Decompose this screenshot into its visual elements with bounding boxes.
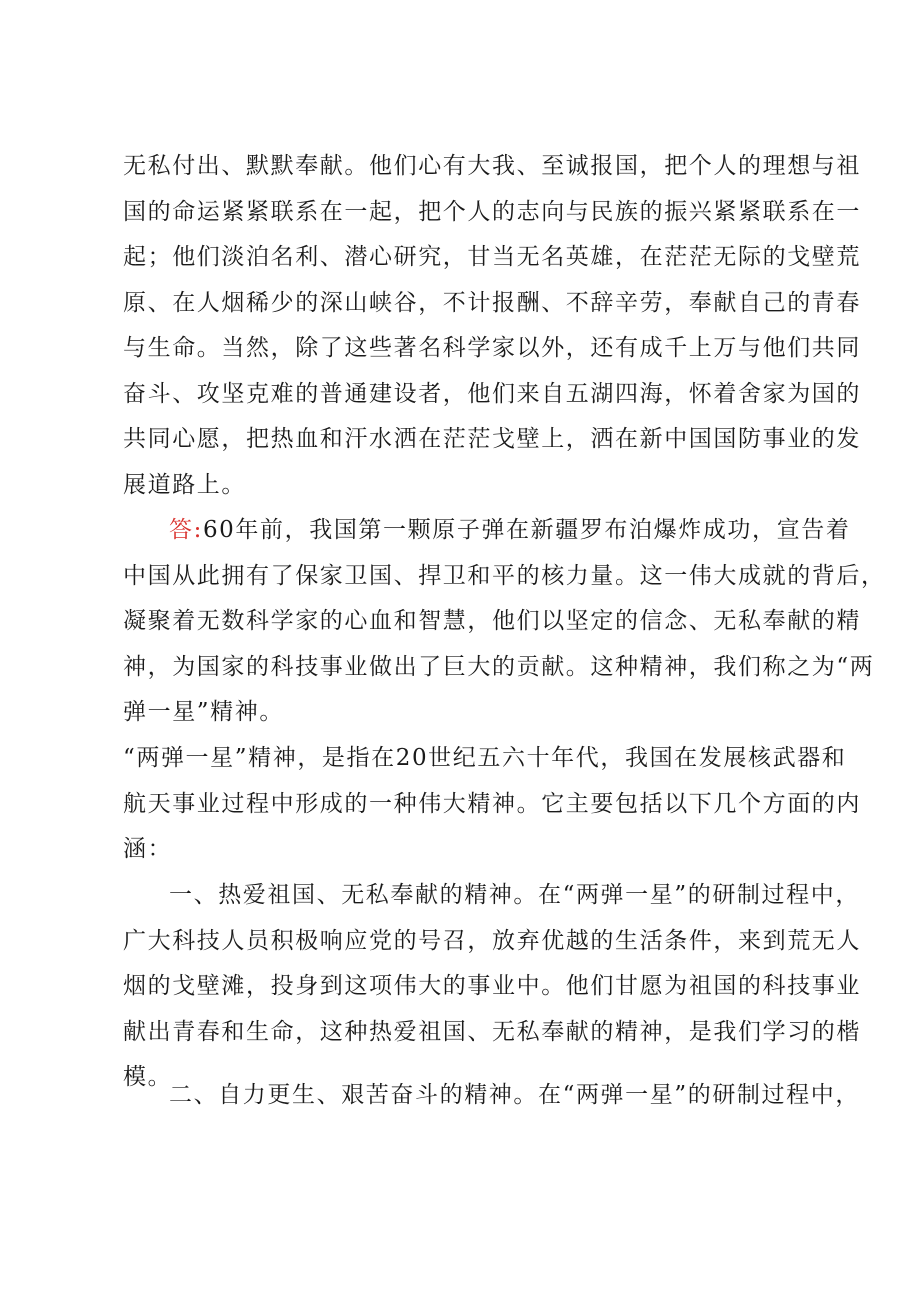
paragraph-line: 无私付出、默默奉献。他们心有大我、至诚报国，把个人的理想与祖: [123, 153, 861, 179]
paragraph-line: 献出青春和生命，这种热爱祖国、无私奉献的精神，是我们学习的楷: [123, 1018, 861, 1045]
answer-label: 答:: [169, 517, 203, 543]
paragraph-4: [123, 873, 861, 1101]
paragraph-line: 与生命。当然，除了这些著名科学家以外，还有成千上万与他们共同: [123, 335, 861, 361]
paragraph-line: 航天事业过程中形成的一种伟大精神。它主要包括以下几个方面的内: [123, 790, 861, 817]
paragraph-line: 起；他们淡泊名利、潜心研究，甘当无名英雄，在茫茫无际的戈壁荒: [123, 244, 861, 270]
paragraph-5: [123, 1073, 860, 1119]
paragraph-line: 神，为国家的科技事业做出了巨大的贡献。这种精神，我们称之为“两: [123, 653, 875, 680]
paragraph-line: 烟的戈壁滩，投身到这项伟大的事业中。他们甘愿为祖国的科技事业: [123, 973, 861, 999]
paragraph-line: 奋斗、攻坚克难的普通建设者，他们来自五湖四海，怀着舍家为国的: [123, 380, 861, 407]
paragraph-line: 一、热爱祖国、无私奉献的精神。在“两弹一星”的研制过程中，: [169, 882, 860, 908]
paragraph-line: 中国从此拥有了保家卫国、捍卫和平的核力量。这一伟大成就的背后，: [123, 562, 886, 589]
paragraph-line: 涵：: [123, 836, 173, 862]
answer-first-line: [123, 508, 851, 554]
paragraph-line: 广大科技人员积极响应党的号召，放弃优越的生活条件，来到荒无人: [123, 927, 861, 954]
answer-paragraph: [123, 508, 886, 736]
paragraph-line: 展道路上。: [123, 471, 246, 498]
paragraph-line: 弹一星”精神。: [123, 699, 284, 725]
paragraph-1: [123, 144, 861, 508]
paragraph-line: 二、自力更生、艰苦奋斗的精神。在“两弹一星”的研制过程中，: [169, 1082, 860, 1108]
paragraph-line: 共同心愿，把热血和汗水洒在茫茫戈壁上，洒在新中国国防事业的发: [123, 426, 861, 452]
answer-first-line-text: 60年前，我国第一颗原子弹在新疆罗布泊爆炸成功，宣告着: [202, 517, 851, 543]
paragraph-line: 原、在人烟稀少的深山峡谷，不计报酬、不辞辛劳，奉献自己的青春: [123, 289, 861, 316]
paragraph-line: 凝聚着无数科学家的心血和智慧，他们以坚定的信念、无私奉献的精: [123, 608, 861, 634]
paragraph-line: 国的命运紧紧联系在一起，把个人的志向与民族的振兴紧紧联系在一: [123, 198, 861, 225]
paragraph-line: “两弹一星”精神，是指在20世纪五六十年代，我国在发展核武器和: [123, 745, 847, 771]
paragraph-line: 模。: [123, 1064, 173, 1090]
paragraph-3: [123, 736, 861, 873]
